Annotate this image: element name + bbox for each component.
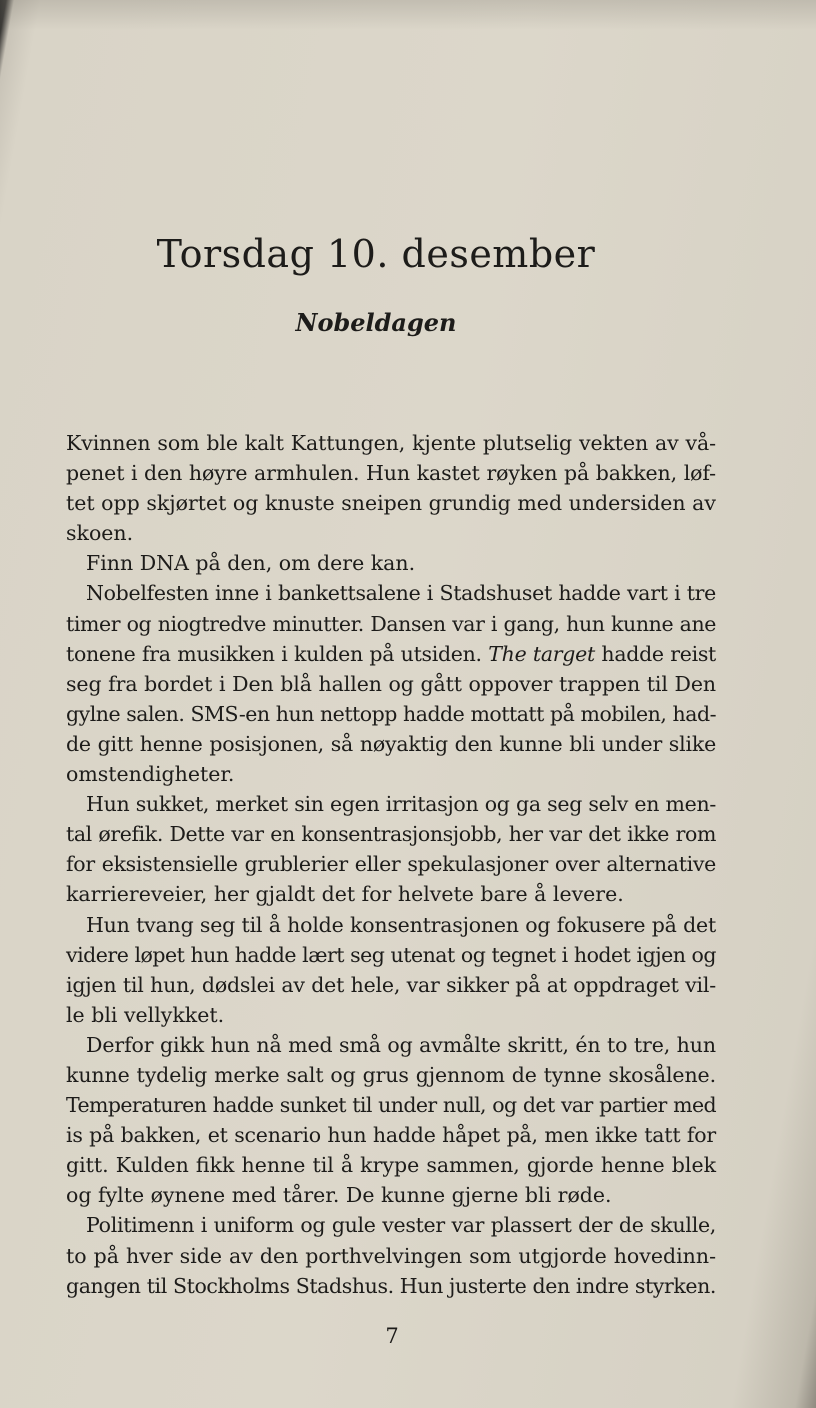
text-line: og fylte øynene med tårer. De kunne gjerne bli røde. <box>66 1183 612 1208</box>
text-line: le bli vellykket. <box>66 1002 225 1027</box>
text-line: gitt. Kulden fikk henne til å krype sammen, gjorde henne blek <box>66 1153 716 1178</box>
text-segment: hadde reist <box>601 641 716 666</box>
text-line: timer og niogtredve minutter. Dansen var i gang, hun kunne ane <box>66 611 716 636</box>
text-line: for eksistensielle grublerier eller spekulasjoner over alternative <box>66 852 716 877</box>
text-line: penet i den høyre armhulen. Hun kastet røyken på bakken, løf- <box>66 461 716 486</box>
text-line-mixed <box>66 639 716 669</box>
text-line: gylne salen. SMS-en hun nettopp hadde mottatt på mobilen, had- <box>66 701 716 726</box>
text-line: igjen til hun, dødslei av det hele, var sikker på at oppdraget vil- <box>66 972 716 997</box>
text-line: Nobelfesten inne i bankettsalene i Stadshuset hadde vart i tre <box>86 581 716 606</box>
text-segment: tonene fra musikken i kulden på utsiden. <box>66 641 482 666</box>
text-line: seg fra bordet i Den blå hallen og gått oppover trappen til Den <box>66 671 716 696</box>
text-line: Hun sukket, merket sin egen irritasjon og ga seg selv en men- <box>86 792 716 817</box>
text-line: tal ørefik. Dette var en konsentrasjonsjobb, her var det ikke rom <box>66 822 716 847</box>
page-number: 7 <box>385 1324 399 1348</box>
italic-phrase: The target <box>488 641 595 666</box>
text-line: Kvinnen som ble kalt Kattungen, kjente plutselig vekten av vå- <box>66 431 716 455</box>
text-line: skoen. <box>66 521 134 546</box>
text-line: kunne tydelig merke salt og grus gjennom de tynne skosålene. <box>66 1062 716 1087</box>
text-line: Derfor gikk hun nå med små og avmålte skritt, én to tre, hun <box>86 1032 716 1057</box>
text-line: omstendigheter. <box>66 762 235 787</box>
text-line: Temperaturen hadde sunket til under null, og det var partier med <box>66 1093 716 1118</box>
text-line: tet opp skjørtet og knuste sneipen grundig med undersiden av <box>66 491 716 516</box>
text-line: is på bakken, et scenario hun hadde håpet på, men ikke tatt for <box>66 1123 716 1148</box>
body-text <box>66 428 716 1301</box>
text-line: de gitt henne posisjonen, så nøyaktig den kunne bli under slike <box>66 731 716 756</box>
text-line: karriereveier, her gjaldt det for helvete bare å levere. <box>66 882 624 907</box>
page-shadow <box>0 0 816 30</box>
chapter-title: Torsdag 10. desember <box>156 232 596 276</box>
text-line: Finn DNA på den, om dere kan. <box>86 551 416 576</box>
text-line: Hun tvang seg til å holde konsentrasjonen og fokusere på det <box>86 912 716 937</box>
text-line: gangen til Stockholms Stadshus. Hun justerte den indre styrken. <box>66 1273 717 1298</box>
text-line: videre løpet hun hadde lært seg utenat og tegnet i hodet igjen og <box>66 942 716 967</box>
chapter-subtitle: Nobeldagen <box>295 308 457 337</box>
text-line: to på hver side av den porthvelvingen som utgjorde hovedinn- <box>66 1243 716 1268</box>
text-line: Politimenn i uniform og gule vester var plassert der de skulle, <box>86 1213 716 1238</box>
